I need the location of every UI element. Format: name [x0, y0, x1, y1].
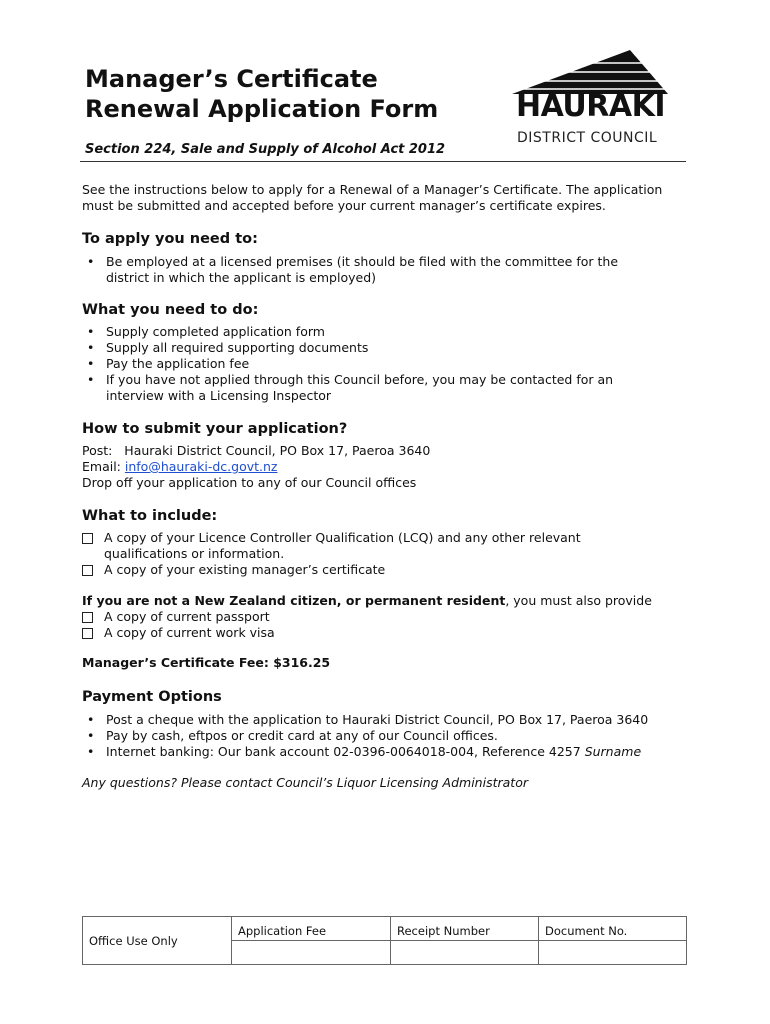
act-subtitle: Section 224, Sale and Supply of Alcohol Act 2012 — [85, 142, 446, 157]
non-citizen-rest: , you must also provide — [505, 593, 652, 608]
apply-list — [84, 254, 654, 286]
list-item — [82, 609, 642, 625]
list-item: • Be employed at a licensed premises (it should be filed with the committee for the district in which the applicant is employed) — [84, 254, 654, 286]
page-title — [85, 64, 438, 124]
list-item: • If you have not applied through this Council before, you may be contacted for an interview with a Licensing Inspector — [84, 372, 654, 404]
column-header: Application Fee — [232, 917, 391, 941]
office-use-label: Office Use Only — [83, 917, 232, 965]
post-address: Hauraki District Council, PO Box 17, Paeroa 3640 — [124, 443, 431, 458]
logo-name-line-2: DISTRICT COUNCIL — [517, 130, 658, 146]
list-item: • Supply completed application form — [84, 324, 654, 340]
list-item — [82, 562, 642, 578]
todo-list — [84, 324, 654, 404]
checkbox-icon — [82, 628, 93, 639]
post-label: Post: — [82, 443, 113, 458]
include-item-text: A copy of your Licence Controller Qualification (LCQ) and any other relevant qualifications or information. — [104, 530, 581, 561]
dropoff-line: Drop off your application to any of our Council offices — [82, 475, 417, 490]
header-divider — [80, 161, 686, 162]
receipt-number-cell[interactable] — [391, 941, 539, 965]
todo-heading: What you need to do: — [82, 302, 259, 318]
list-item: • Pay the application fee — [84, 356, 654, 372]
logo-name-line-1: HAURAKI — [516, 89, 665, 124]
email-line — [82, 459, 277, 475]
fee-line: Manager’s Certificate Fee: $316.25 — [82, 655, 331, 670]
banking-text: Internet banking: Our bank account 02-0396-0064018-004, Reference 4257 — [106, 744, 585, 759]
non-citizen-bold: If you are not a New Zealand citizen, or permanent resident — [82, 593, 506, 608]
apply-heading: To apply you need to: — [82, 231, 258, 247]
non-citizen-item-text: A copy of current passport — [104, 609, 270, 624]
email-link[interactable]: info@hauraki-dc.govt.nz — [124, 459, 278, 474]
include-heading: What to include: — [82, 508, 218, 524]
include-list — [82, 530, 642, 578]
title-line-1: Manager’s Certificate — [85, 65, 378, 93]
list-item: • Supply all required supporting documents — [84, 340, 654, 356]
list-item: • Pay by cash, eftpos or credit card at any of our Council offices. — [84, 728, 694, 744]
email-label: Email: — [82, 459, 121, 474]
payment-list — [84, 712, 694, 760]
payment-heading: Payment Options — [82, 689, 222, 705]
non-citizen-item-text: A copy of current work visa — [104, 625, 275, 640]
checkbox-icon — [82, 612, 93, 623]
submit-heading: How to submit your application? — [82, 421, 348, 437]
hauraki-logo — [512, 50, 672, 150]
questions-line: Any questions? Please contact Council’s Liquor Licensing Administrator — [82, 775, 528, 790]
column-header: Receipt Number — [391, 917, 539, 941]
checkbox-icon — [82, 565, 93, 576]
banking-surname: Surname — [584, 744, 642, 759]
intro-paragraph: See the instructions below to apply for a Renewal of a Manager’s Certificate. The application must be submitted and accepted before your current manager’s certificate expires. — [82, 182, 663, 213]
list-item — [84, 744, 694, 760]
list-item — [82, 530, 642, 562]
list-item: • Post a cheque with the application to Hauraki District Council, PO Box 17, Paeroa 3640 — [84, 712, 694, 728]
office-use-table — [82, 916, 687, 965]
list-item — [82, 625, 642, 641]
non-citizen-list — [82, 609, 642, 641]
mountain-logo-icon — [512, 50, 672, 94]
title-line-2: Renewal Application Form — [85, 95, 439, 123]
non-citizen-line — [82, 593, 692, 609]
application-fee-cell[interactable] — [232, 941, 391, 965]
post-line — [82, 443, 430, 459]
include-item-text: A copy of your existing manager’s certificate — [104, 562, 386, 577]
column-header: Document No. — [539, 917, 687, 941]
checkbox-icon — [82, 533, 93, 544]
document-number-cell[interactable] — [539, 941, 687, 965]
